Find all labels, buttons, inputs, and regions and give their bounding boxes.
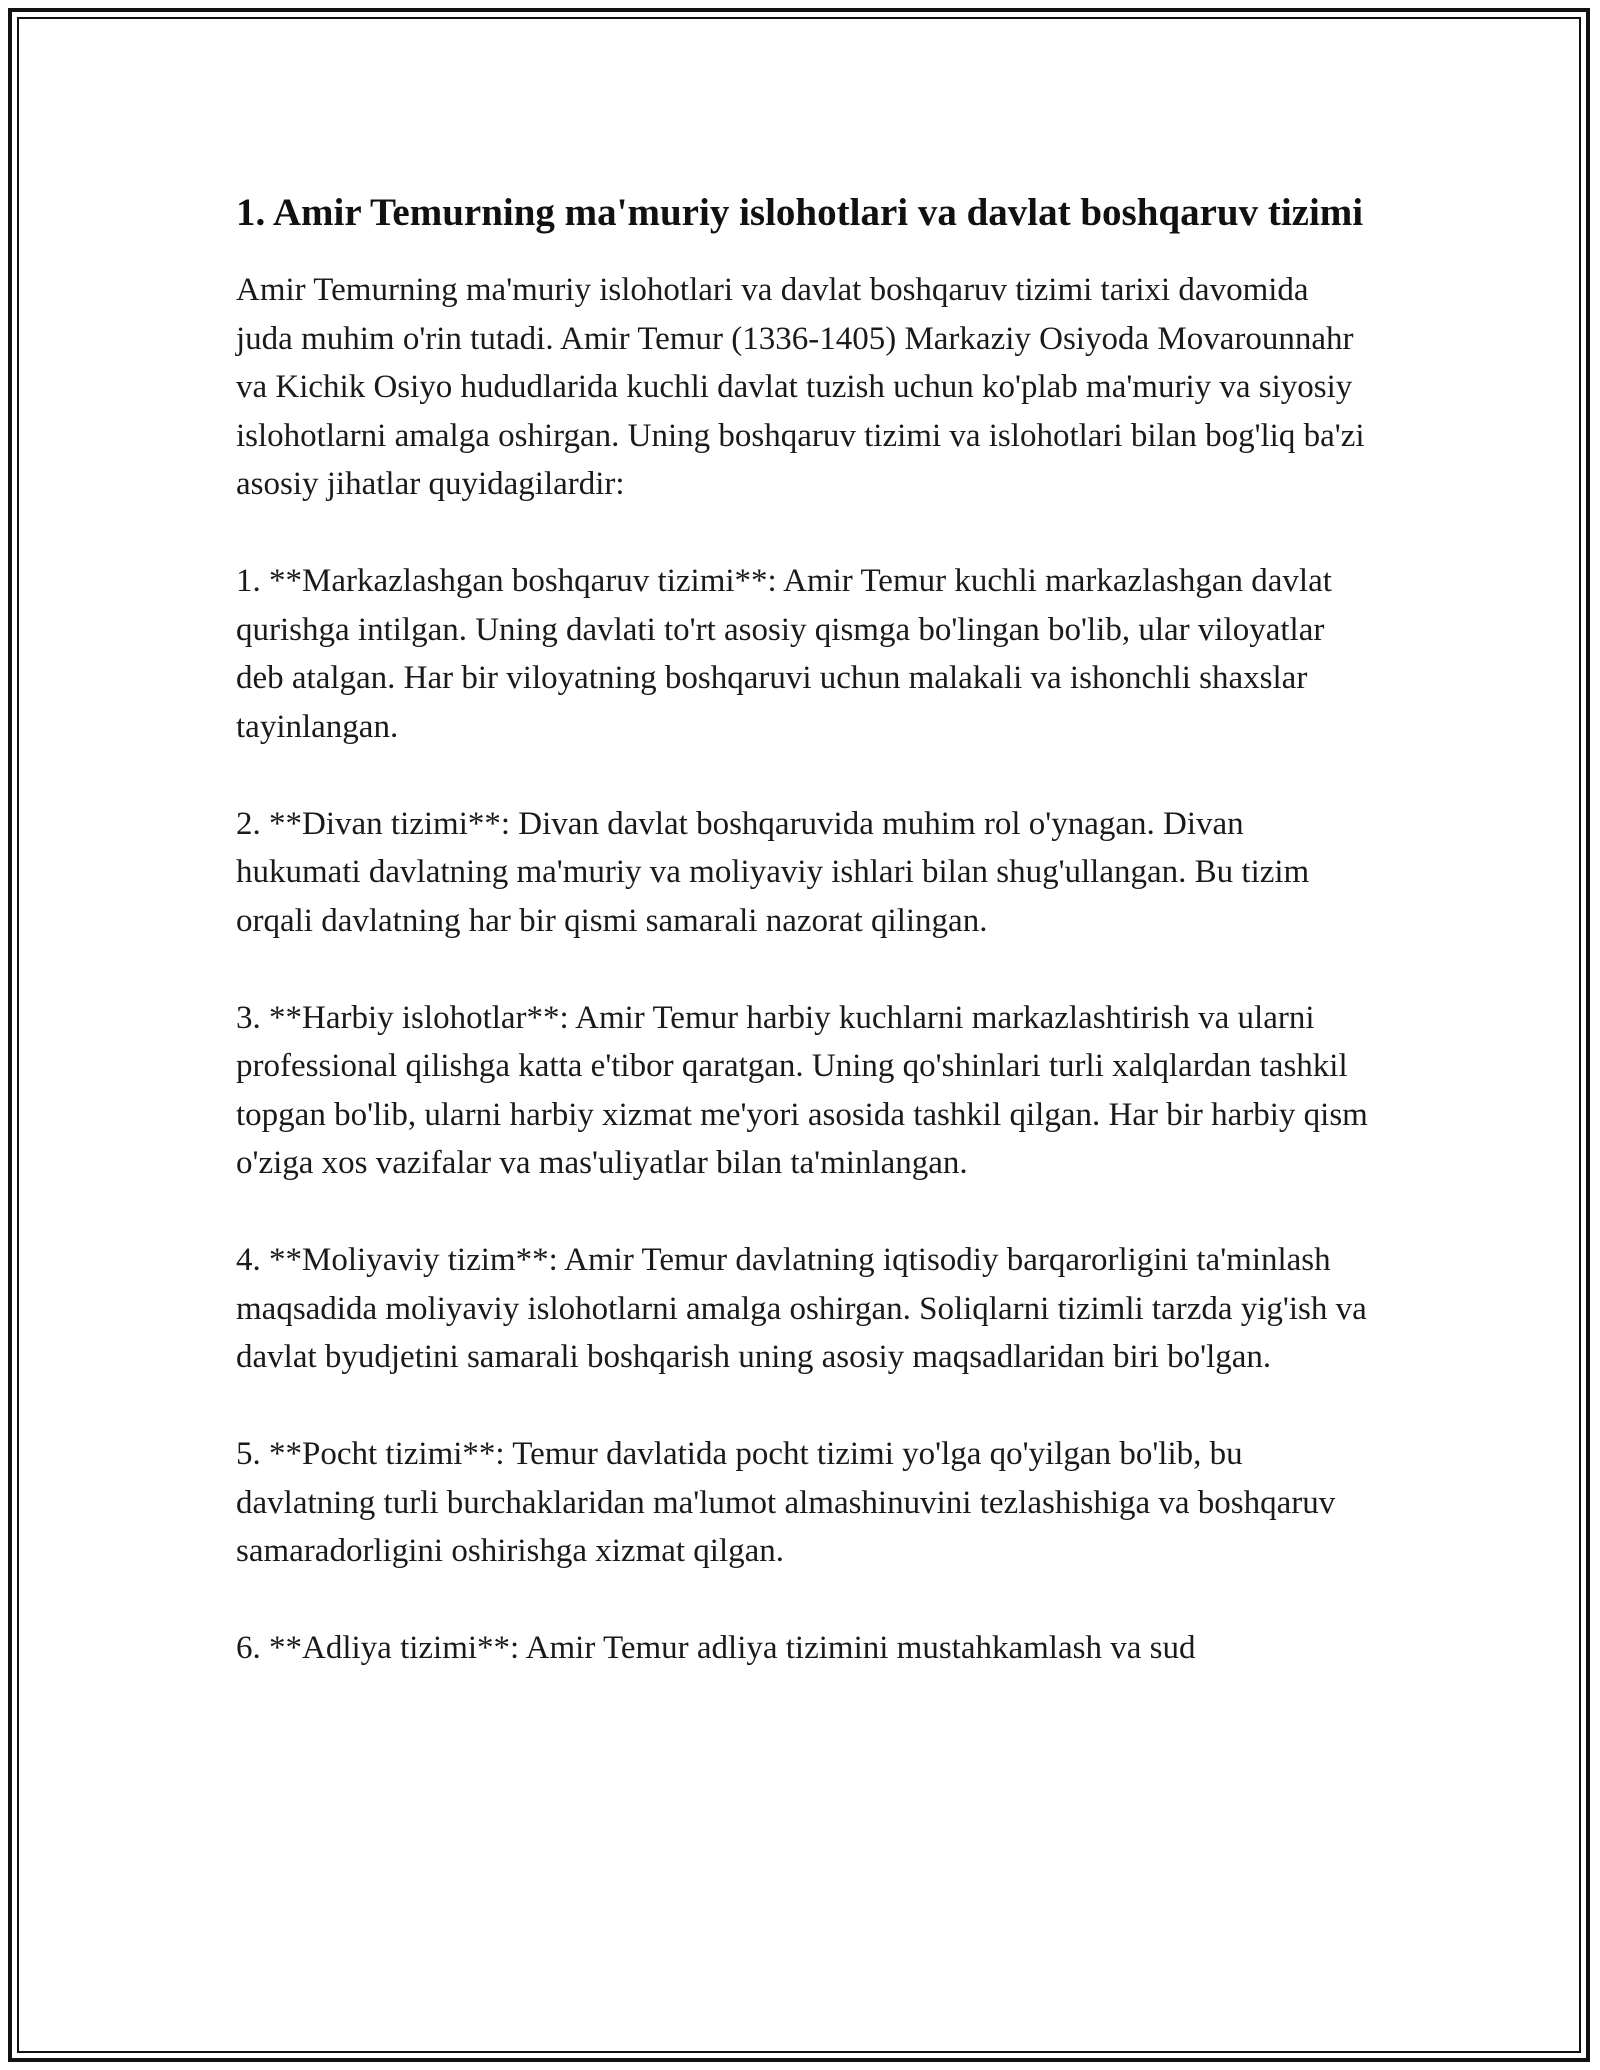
intro-paragraph: Amir Temurning ma'muriy islohotlari va davlat boshqaruv tizimi tarixi davomida juda muhim o'rin tutadi. Amir Temur (1336-1405) Markaziy Osiyoda Movarounnahr va Kichik Osiyo hududlarida kuchli davlat tuzish uchun ko'plab ma'muriy va siyosiy islohotlarni amalga oshirgan. Uning boshqaruv tizimi va islohotlari bilan bog'liq ba'zi asosiy jihatlar quyidagilardir: xyxy=(236,272,1365,502)
list-item-harbiy: 3. **Harbiy islohotlar**: Amir Temur harbiy kuchlarni markazlashtirish va ularni professional qilishga katta e'tibor qaratgan. Uning qo'shinlari turli xalqlardan tashkil topgan bo'lib, ularni harbiy xizmat me'yori asosida tashkil qilgan. Har bir harbiy qism o'ziga xos vazifalar va mas'uliyatlar bilan ta'minlangan. xyxy=(236,999,1368,1181)
document-title: 1. Amir Temurning ma'muriy islohotlari va davlat boshqaruv tizimi xyxy=(236,191,1364,234)
list-item-moliyaviy: 4. **Moliyaviy tizim**: Amir Temur davlatning iqtisodiy barqarorligini ta'minlash maqsadida moliyaviy islohotlarni amalga oshirgan. Soliqlarni tizimli tarzda yig'ish va davlat byudjetini samarali boshqarish uning asosiy maqsadlaridan biri bo'lgan. xyxy=(236,1242,1367,1375)
list-item-adliya: 6. **Adliya tizimi**: Amir Temur adliya tizimini mustahkamlash va sud xyxy=(236,1630,1196,1666)
document-body xyxy=(236,186,1371,1721)
list-item-markazlashgan: 1. **Markazlashgan boshqaruv tizimi**: Amir Temur kuchli markazlashgan davlat qurishga intilgan. Uning davlati to'rt asosiy qismga bo'lingan bo'lib, ular viloyatlar deb atalgan. Har bir viloyatning boshqaruvi uchun malakali va ishonchli shaxslar tayinlangan. xyxy=(236,563,1332,745)
list-item-pocht: 5. **Pocht tizimi**: Temur davlatida pocht tizimi yo'lga qo'yilgan bo'lib, bu davlatning turli burchaklaridan ma'lumot almashinuvini tezlashishiga va boshqaruv samaradorligini oshirishga xizmat qilgan. xyxy=(236,1436,1336,1569)
list-item-divan: 2. **Divan tizimi**: Divan davlat boshqaruvida muhim rol o'ynagan. Divan hukumati davlatning ma'muriy va moliyaviy ishlari bilan shug'ullangan. Bu tizim orqali davlatning har bir qismi samarali nazorat qilingan. xyxy=(236,805,1310,939)
